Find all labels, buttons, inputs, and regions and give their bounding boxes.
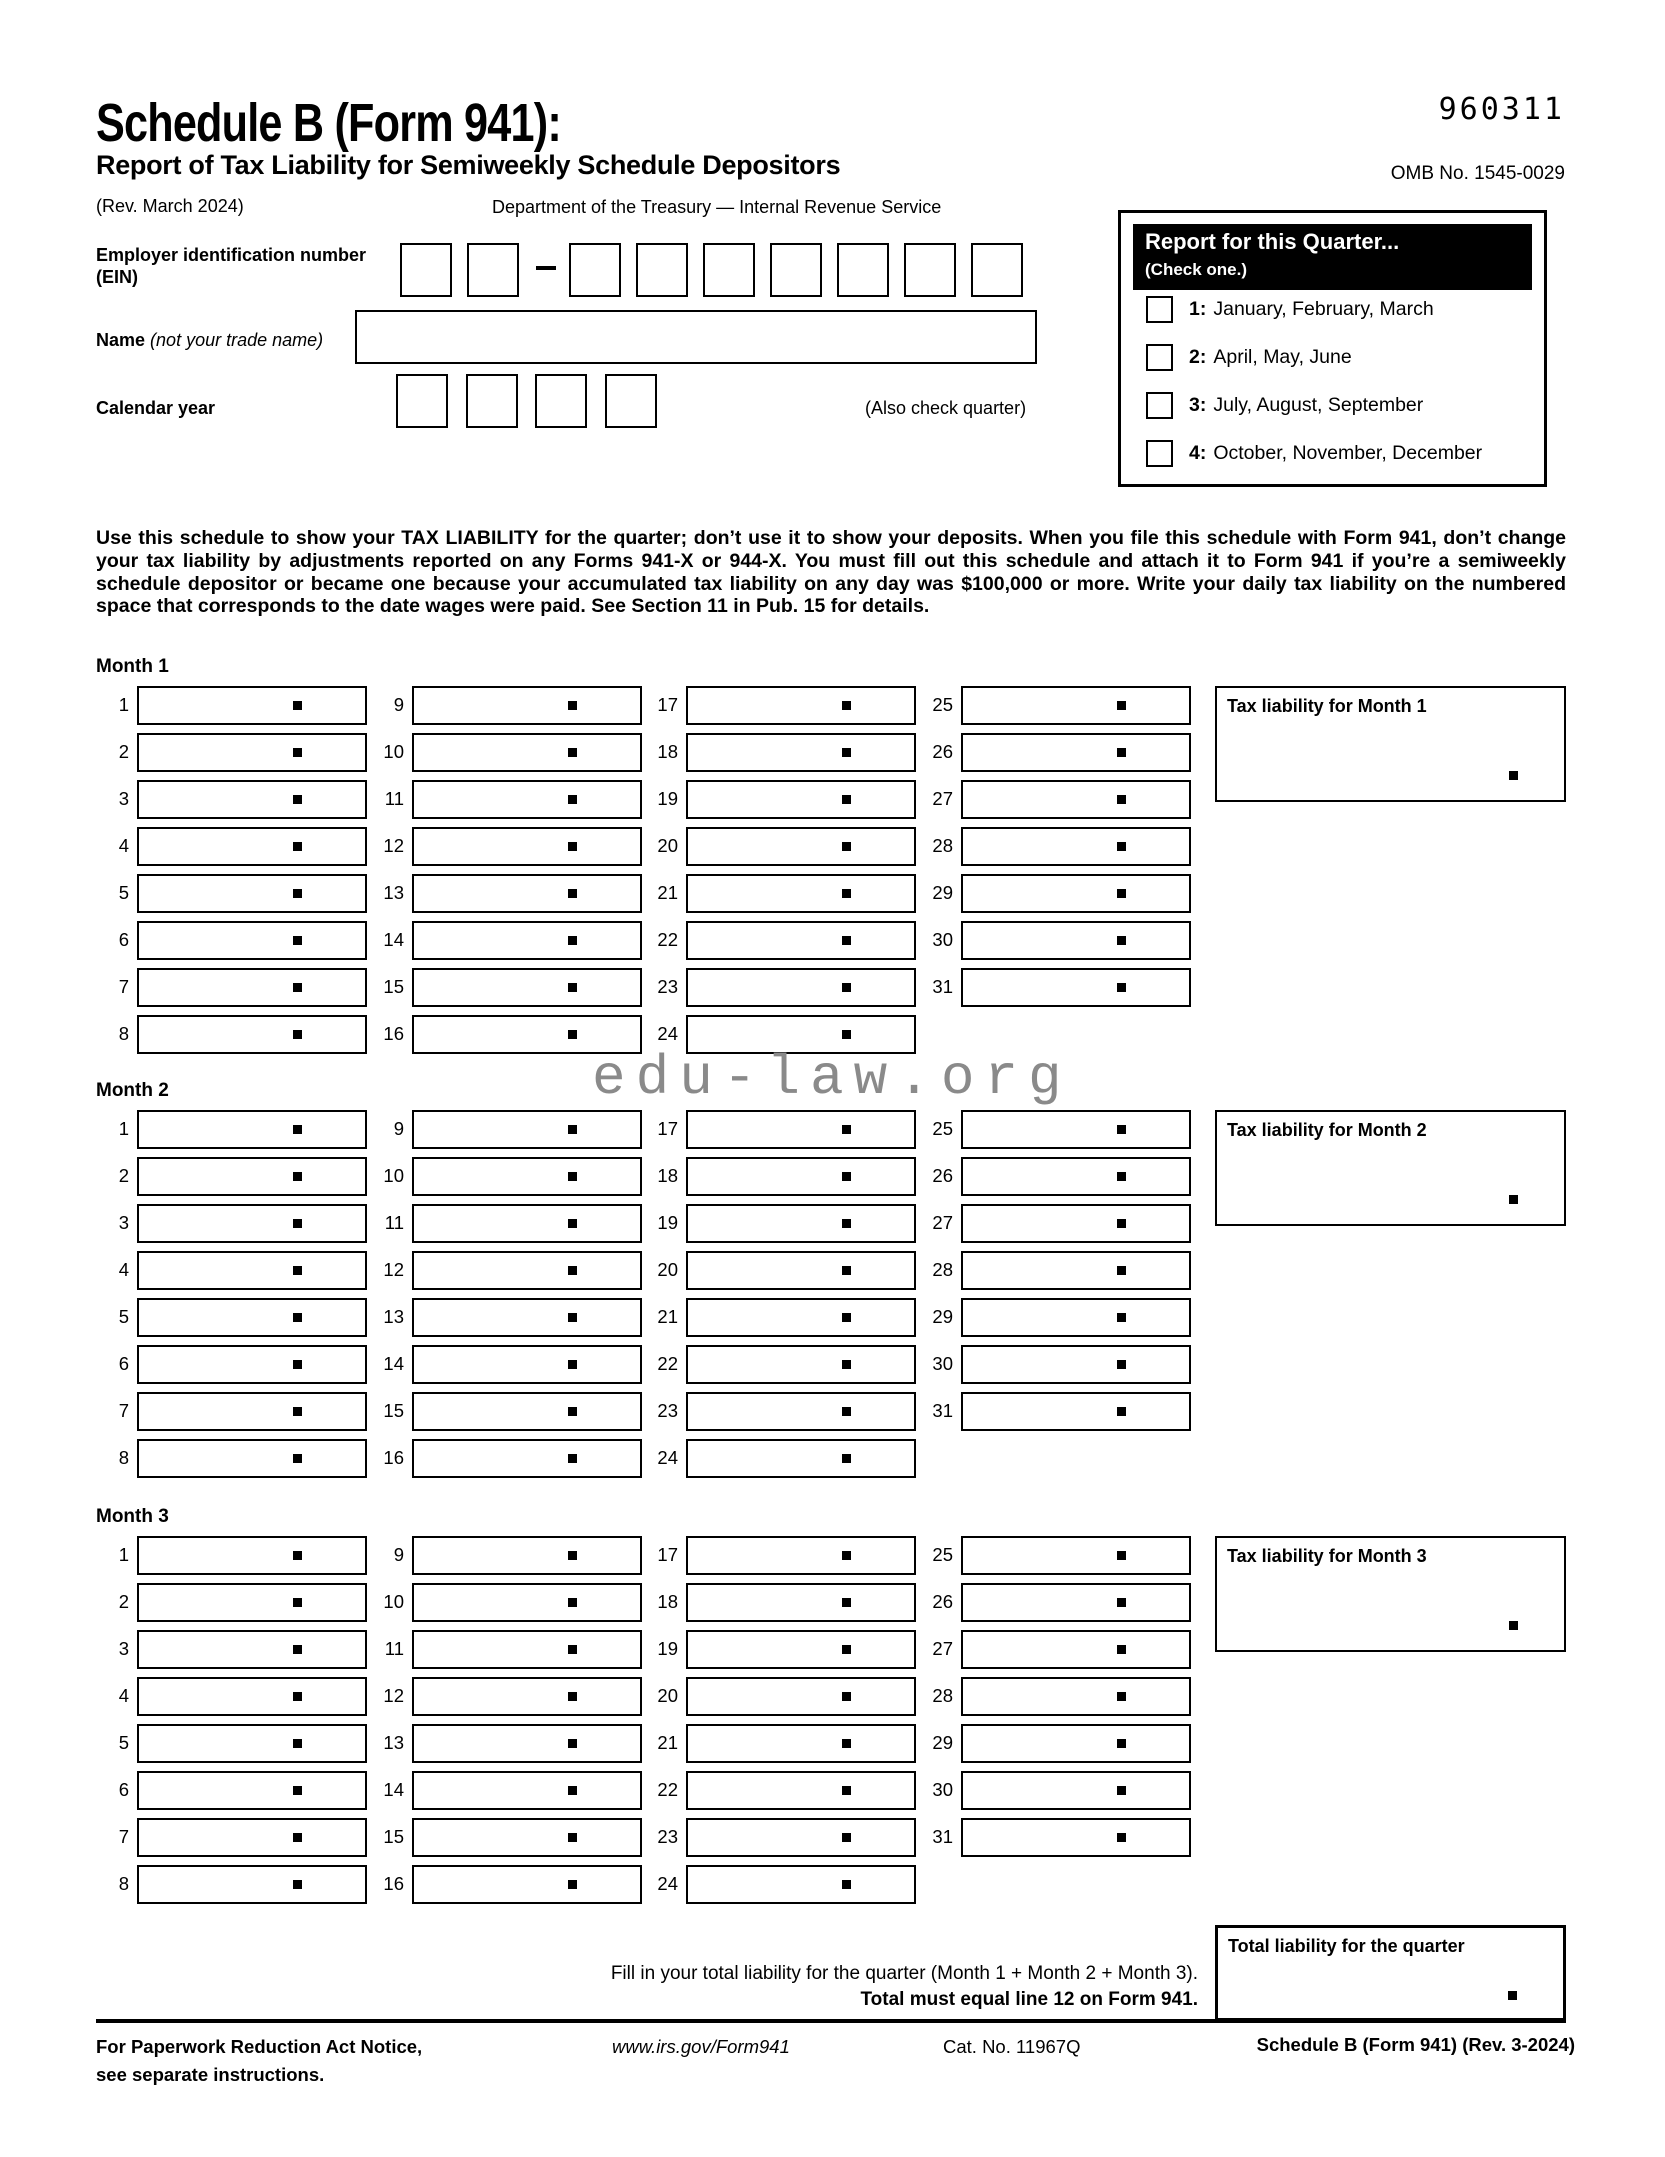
month2-day-2-amount-field[interactable]	[137, 1157, 367, 1196]
month2-day-25-number: 25	[932, 1118, 953, 1139]
month2-day-31-number: 31	[932, 1400, 953, 1421]
month1-day-2-amount-field[interactable]	[137, 733, 367, 772]
month1-day-5-amount-field[interactable]	[137, 874, 367, 913]
month2-day-12-amount-field[interactable]	[412, 1251, 642, 1290]
month1-day-23-number: 23	[657, 976, 678, 997]
month1-day-15-amount-field[interactable]	[412, 968, 642, 1007]
month2-day-22-amount-field[interactable]	[686, 1345, 916, 1384]
total-equal-line12-note: Total must equal line 12 on Form 941.	[860, 1989, 1198, 2010]
month1-day-20-number: 20	[657, 835, 678, 856]
month3-day-26-amount-field[interactable]	[961, 1583, 1191, 1622]
month3-day-15-number: 15	[383, 1826, 404, 1847]
month1-day-7-number: 7	[118, 976, 129, 997]
month2-day-1-number: 1	[118, 1118, 129, 1139]
month3-day-14-number: 14	[383, 1779, 404, 1800]
month3-day-18-number: 18	[657, 1591, 678, 1612]
month3-day-30-number: 30	[932, 1779, 953, 1800]
calendar-year-digit-1-box[interactable]	[396, 374, 448, 428]
month3-day-24-amount-field[interactable]	[686, 1865, 916, 1904]
catalog-number: Cat. No. 11967Q	[943, 2036, 1081, 2057]
month1-day-15-number: 15	[383, 976, 404, 997]
quarter-2-label: 2: April, May, June	[1189, 346, 1352, 368]
paperwork-notice: For Paperwork Reduction Act Notice, see separate instructions.	[96, 2036, 423, 2085]
also-check-quarter-note: (Also check quarter)	[865, 398, 1027, 418]
quarter-4-row	[1146, 440, 1482, 467]
name-field[interactable]	[355, 310, 1037, 364]
month1-day-6-amount-field[interactable]	[137, 921, 367, 960]
month3-day-2-amount-field[interactable]	[137, 1583, 367, 1622]
month3-day-21-amount-field[interactable]	[686, 1724, 916, 1763]
month3-day-24-number: 24	[657, 1873, 678, 1894]
month1-day-11-amount-field[interactable]	[412, 780, 642, 819]
quarter-3-row	[1146, 392, 1423, 419]
month-1-label: Month 1	[96, 656, 169, 677]
month1-day-22-number: 22	[657, 929, 678, 950]
month2-day-26-amount-field[interactable]	[961, 1157, 1191, 1196]
month-3-tax-liability-field[interactable]	[1215, 1536, 1566, 1652]
month1-day-27-number: 27	[932, 788, 953, 809]
ein-digit-5-box[interactable]	[703, 243, 755, 297]
month3-day-23-amount-field[interactable]	[686, 1818, 916, 1857]
month3-day-14-amount-field[interactable]	[412, 1771, 642, 1810]
month3-day-21-number: 21	[657, 1732, 678, 1753]
month1-day-4-amount-field[interactable]	[137, 827, 367, 866]
total-fill-instruction: Fill in your total liability for the quarter (Month 1 + Month 2 + Month 3).	[610, 1963, 1198, 1984]
ein-dash	[536, 266, 556, 270]
month2-day-20-number: 20	[657, 1259, 678, 1280]
month3-day-6-number: 6	[118, 1779, 129, 1800]
quarter-3-label: 3: July, August, September	[1189, 394, 1424, 416]
month3-day-6-amount-field[interactable]	[137, 1771, 367, 1810]
month2-day-10-amount-field[interactable]	[412, 1157, 642, 1196]
month1-day-26-amount-field[interactable]	[961, 733, 1191, 772]
month3-day-25-number: 25	[932, 1544, 953, 1565]
month2-day-14-number: 14	[383, 1353, 404, 1374]
month1-day-3-number: 3	[118, 788, 129, 809]
month2-day-12-number: 12	[383, 1259, 404, 1280]
month2-day-11-number: 11	[384, 1212, 404, 1233]
month2-day-3-amount-field[interactable]	[137, 1204, 367, 1243]
form-footer-id: Schedule B (Form 941) (Rev. 3-2024)	[1256, 2034, 1575, 2055]
ein-digit-3-box[interactable]	[569, 243, 621, 297]
month-2-tax-liability-field[interactable]	[1215, 1110, 1566, 1226]
month3-day-22-number: 22	[657, 1779, 678, 1800]
month3-day-17-number: 17	[657, 1544, 678, 1565]
month2-day-27-number: 27	[932, 1212, 953, 1233]
month2-day-11-amount-field[interactable]	[412, 1204, 642, 1243]
month2-day-23-amount-field[interactable]	[686, 1392, 916, 1431]
month1-day-18-amount-field[interactable]	[686, 733, 916, 772]
month2-day-2-number: 2	[118, 1165, 129, 1186]
department-line: Department of the Treasury — Internal Revenue Service	[492, 197, 942, 217]
month2-day-13-number: 13	[383, 1306, 404, 1327]
month1-day-20-amount-field[interactable]	[686, 827, 916, 866]
month1-day-13-amount-field[interactable]	[412, 874, 642, 913]
total-liability-quarter-field[interactable]	[1215, 1925, 1566, 2021]
month2-day-27-amount-field[interactable]	[961, 1204, 1191, 1243]
month1-day-27-amount-field[interactable]	[961, 780, 1191, 819]
month1-day-26-number: 26	[932, 741, 953, 762]
month2-day-25-amount-field[interactable]	[961, 1110, 1191, 1149]
month1-day-5-number: 5	[118, 882, 129, 903]
month2-day-18-amount-field[interactable]	[686, 1157, 916, 1196]
month3-day-12-amount-field[interactable]	[412, 1677, 642, 1716]
month3-day-28-number: 28	[932, 1685, 953, 1706]
month2-day-13-amount-field[interactable]	[412, 1298, 642, 1337]
month2-day-4-amount-field[interactable]	[137, 1251, 367, 1290]
month1-day-24-number: 24	[657, 1023, 678, 1044]
quarter-4-label: 4: October, November, December	[1189, 442, 1483, 464]
quarter-4-checkbox[interactable]	[1146, 440, 1173, 467]
irs-url: www.irs.gov/Form941	[612, 2036, 790, 2057]
ein-digit-2-box[interactable]	[467, 243, 519, 297]
month1-day-3-amount-field[interactable]	[137, 780, 367, 819]
month3-day-19-number: 19	[657, 1638, 678, 1659]
month2-day-7-amount-field[interactable]	[137, 1392, 367, 1431]
month3-day-8-amount-field[interactable]	[137, 1865, 367, 1904]
month1-day-16-number: 16	[383, 1023, 404, 1044]
month1-day-2-number: 2	[118, 741, 129, 762]
month3-day-27-number: 27	[932, 1638, 953, 1659]
month3-day-13-amount-field[interactable]	[412, 1724, 642, 1763]
report-quarter-subtitle: (Check one.)	[1145, 260, 1248, 279]
ein-digit-8-box[interactable]	[904, 243, 956, 297]
month1-day-17-number: 17	[657, 694, 678, 715]
month2-day-29-amount-field[interactable]	[961, 1298, 1191, 1337]
month3-day-1-number: 1	[118, 1544, 129, 1565]
month1-day-6-number: 6	[118, 929, 129, 950]
form-title: Schedule B (Form 941):	[96, 93, 561, 153]
month2-day-5-amount-field[interactable]	[137, 1298, 367, 1337]
month1-day-21-amount-field[interactable]	[686, 874, 916, 913]
month3-day-15-amount-field[interactable]	[412, 1818, 642, 1857]
month2-day-6-amount-field[interactable]	[137, 1345, 367, 1384]
month1-day-1-number: 1	[118, 694, 129, 715]
month3-day-13-number: 13	[383, 1732, 404, 1753]
month3-day-30-amount-field[interactable]	[961, 1771, 1191, 1810]
month3-day-16-number: 16	[383, 1873, 404, 1894]
form-barcode-number: 960311	[1438, 92, 1565, 127]
month1-day-7-amount-field[interactable]	[137, 968, 367, 1007]
revision-date: (Rev. March 2024)	[96, 196, 244, 216]
month3-day-3-amount-field[interactable]	[137, 1630, 367, 1669]
month-1-tax-liability-label: Tax liability for Month 1	[1227, 696, 1427, 716]
calendar-year-digit-2-box[interactable]	[466, 374, 518, 428]
month1-day-31-amount-field[interactable]	[961, 968, 1191, 1007]
month-3-tax-liability-label: Tax liability for Month 3	[1227, 1546, 1427, 1566]
month3-day-1-amount-field[interactable]	[137, 1536, 367, 1575]
month2-day-28-number: 28	[932, 1259, 953, 1280]
quarter-2-row	[1146, 344, 1352, 371]
month2-day-15-amount-field[interactable]	[412, 1392, 642, 1431]
month2-day-19-amount-field[interactable]	[686, 1204, 916, 1243]
month2-day-3-number: 3	[118, 1212, 129, 1233]
month1-day-28-amount-field[interactable]	[961, 827, 1191, 866]
month1-day-9-amount-field[interactable]	[412, 686, 642, 725]
month3-day-11-amount-field[interactable]	[412, 1630, 642, 1669]
month3-day-27-amount-field[interactable]	[961, 1630, 1191, 1669]
name-label: Name (not your trade name)	[96, 330, 324, 350]
month3-day-26-number: 26	[932, 1591, 953, 1612]
month3-day-25-amount-field[interactable]	[961, 1536, 1191, 1575]
month1-day-29-number: 29	[932, 882, 953, 903]
month2-day-8-amount-field[interactable]	[137, 1439, 367, 1478]
month1-day-21-number: 21	[657, 882, 678, 903]
month1-day-14-number: 14	[383, 929, 404, 950]
month2-day-28-amount-field[interactable]	[961, 1251, 1191, 1290]
month3-day-23-number: 23	[657, 1826, 678, 1847]
calendar-year-digit-3-box[interactable]	[535, 374, 587, 428]
month3-day-2-number: 2	[118, 1591, 129, 1612]
month1-day-29-amount-field[interactable]	[961, 874, 1191, 913]
month1-day-8-amount-field[interactable]	[137, 1015, 367, 1054]
month3-day-16-amount-field[interactable]	[412, 1865, 642, 1904]
month3-day-5-amount-field[interactable]	[137, 1724, 367, 1763]
month3-day-3-number: 3	[118, 1638, 129, 1659]
ein-digit-6-box[interactable]	[770, 243, 822, 297]
month3-day-31-amount-field[interactable]	[961, 1818, 1191, 1857]
month1-day-19-amount-field[interactable]	[686, 780, 916, 819]
footer-rule	[96, 2019, 1566, 2023]
month2-day-9-amount-field[interactable]	[412, 1110, 642, 1149]
quarter-3-checkbox[interactable]	[1146, 392, 1173, 419]
month2-day-9-number: 9	[393, 1118, 404, 1139]
month3-day-29-number: 29	[932, 1732, 953, 1753]
month1-day-12-number: 12	[383, 835, 404, 856]
month1-day-17-amount-field[interactable]	[686, 686, 916, 725]
month1-day-11-number: 11	[384, 788, 404, 809]
month3-day-28-amount-field[interactable]	[961, 1677, 1191, 1716]
calendar-year-label: Calendar year	[96, 398, 216, 418]
month1-day-10-number: 10	[383, 741, 404, 762]
month2-day-16-amount-field[interactable]	[412, 1439, 642, 1478]
ein-digit-1-box[interactable]	[400, 243, 452, 297]
month2-day-8-number: 8	[118, 1447, 129, 1468]
month1-day-1-amount-field[interactable]	[137, 686, 367, 725]
month3-day-10-number: 10	[383, 1591, 404, 1612]
omb-number: OMB No. 1545-0029	[1390, 163, 1565, 184]
month2-day-7-number: 7	[118, 1400, 129, 1421]
calendar-year-digit-4-box[interactable]	[605, 374, 657, 428]
quarter-1-row	[1146, 296, 1434, 323]
month1-day-25-amount-field[interactable]	[961, 686, 1191, 725]
month2-day-21-number: 21	[657, 1306, 678, 1327]
watermark-text: edu-law.org	[592, 1046, 1072, 1110]
month2-day-26-number: 26	[932, 1165, 953, 1186]
month2-day-5-number: 5	[118, 1306, 129, 1327]
month2-day-14-amount-field[interactable]	[412, 1345, 642, 1384]
month2-day-16-number: 16	[383, 1447, 404, 1468]
month2-day-22-number: 22	[657, 1353, 678, 1374]
month2-day-15-number: 15	[383, 1400, 404, 1421]
form-subtitle: Report of Tax Liability for Semiweekly Schedule Depositors	[96, 150, 841, 180]
month1-day-18-number: 18	[657, 741, 678, 762]
ein-digit-7-box[interactable]	[837, 243, 889, 297]
month3-day-9-amount-field[interactable]	[412, 1536, 642, 1575]
month2-day-4-number: 4	[118, 1259, 129, 1280]
month2-day-23-number: 23	[657, 1400, 678, 1421]
month3-day-22-amount-field[interactable]	[686, 1771, 916, 1810]
month3-day-19-amount-field[interactable]	[686, 1630, 916, 1669]
month2-day-10-number: 10	[383, 1165, 404, 1186]
month1-day-10-amount-field[interactable]	[412, 733, 642, 772]
month1-day-4-number: 4	[118, 835, 129, 856]
month3-day-7-amount-field[interactable]	[137, 1818, 367, 1857]
month1-day-28-number: 28	[932, 835, 953, 856]
month1-day-22-amount-field[interactable]	[686, 921, 916, 960]
month1-day-19-number: 19	[657, 788, 678, 809]
month2-day-17-amount-field[interactable]	[686, 1110, 916, 1149]
month2-day-30-amount-field[interactable]	[961, 1345, 1191, 1384]
month3-day-4-number: 4	[118, 1685, 129, 1706]
month1-day-30-number: 30	[932, 929, 953, 950]
month1-day-25-number: 25	[932, 694, 953, 715]
month2-day-30-number: 30	[932, 1353, 953, 1374]
month2-day-24-number: 24	[657, 1447, 678, 1468]
month3-day-18-amount-field[interactable]	[686, 1583, 916, 1622]
month3-day-12-number: 12	[383, 1685, 404, 1706]
month3-day-8-number: 8	[118, 1873, 129, 1894]
month3-day-5-number: 5	[118, 1732, 129, 1753]
report-quarter-header-bar	[1133, 224, 1532, 290]
month1-day-9-number: 9	[393, 694, 404, 715]
month1-day-8-number: 8	[118, 1023, 129, 1044]
quarter-1-checkbox[interactable]	[1146, 296, 1173, 323]
month3-day-7-number: 7	[118, 1826, 129, 1847]
month3-day-29-amount-field[interactable]	[961, 1724, 1191, 1763]
month3-day-10-amount-field[interactable]	[412, 1583, 642, 1622]
month2-day-24-amount-field[interactable]	[686, 1439, 916, 1478]
month2-day-1-amount-field[interactable]	[137, 1110, 367, 1149]
month1-day-13-number: 13	[383, 882, 404, 903]
month3-day-9-number: 9	[393, 1544, 404, 1565]
ein-digit-9-box[interactable]	[971, 243, 1023, 297]
month2-day-17-number: 17	[657, 1118, 678, 1139]
total-liability-quarter-label: Total liability for the quarter	[1228, 1936, 1465, 1956]
month2-day-18-number: 18	[657, 1165, 678, 1186]
month-1-tax-liability-field[interactable]	[1215, 686, 1566, 802]
month2-day-6-number: 6	[118, 1353, 129, 1374]
ein-digit-4-box[interactable]	[636, 243, 688, 297]
report-quarter-title: Report for this Quarter...	[1145, 229, 1400, 254]
month3-day-11-number: 11	[384, 1638, 404, 1659]
month-2-label: Month 2	[96, 1080, 169, 1101]
month1-day-30-amount-field[interactable]	[961, 921, 1191, 960]
month2-day-29-number: 29	[932, 1306, 953, 1327]
month2-day-19-number: 19	[657, 1212, 678, 1233]
month2-day-31-amount-field[interactable]	[961, 1392, 1191, 1431]
month1-day-12-amount-field[interactable]	[412, 827, 642, 866]
month1-day-31-number: 31	[932, 976, 953, 997]
ein-label: Employer identification number (EIN)	[96, 245, 367, 287]
month2-day-20-amount-field[interactable]	[686, 1251, 916, 1290]
quarter-2-checkbox[interactable]	[1146, 344, 1173, 371]
month3-day-20-number: 20	[657, 1685, 678, 1706]
month3-day-4-amount-field[interactable]	[137, 1677, 367, 1716]
month-3-label: Month 3	[96, 1506, 169, 1527]
instructions-paragraph: Use this schedule to show your TAX LIABILITY for the quarter; don’t use it to show your deposits. When you file this schedule with Form 941, don’t change your tax liability by adjustments reported on any Forms 941-X or 944-X. You must fill out this schedule and attach it to Form 941 if you’re a semiweekly schedule depositor or became one because your accumulated tax liability on any day was $100,000 or more. Write your daily tax liability on the numbered space that corresponds to the date wages were paid. See Section 11 in Pub. 15 for details.	[96, 527, 1566, 618]
month-2-tax-liability-label: Tax liability for Month 2	[1227, 1120, 1427, 1140]
month1-day-23-amount-field[interactable]	[686, 968, 916, 1007]
month3-day-17-amount-field[interactable]	[686, 1536, 916, 1575]
month3-day-31-number: 31	[932, 1826, 953, 1847]
month1-day-14-amount-field[interactable]	[412, 921, 642, 960]
month2-day-21-amount-field[interactable]	[686, 1298, 916, 1337]
quarter-1-label: 1: January, February, March	[1189, 298, 1434, 320]
month3-day-20-amount-field[interactable]	[686, 1677, 916, 1716]
